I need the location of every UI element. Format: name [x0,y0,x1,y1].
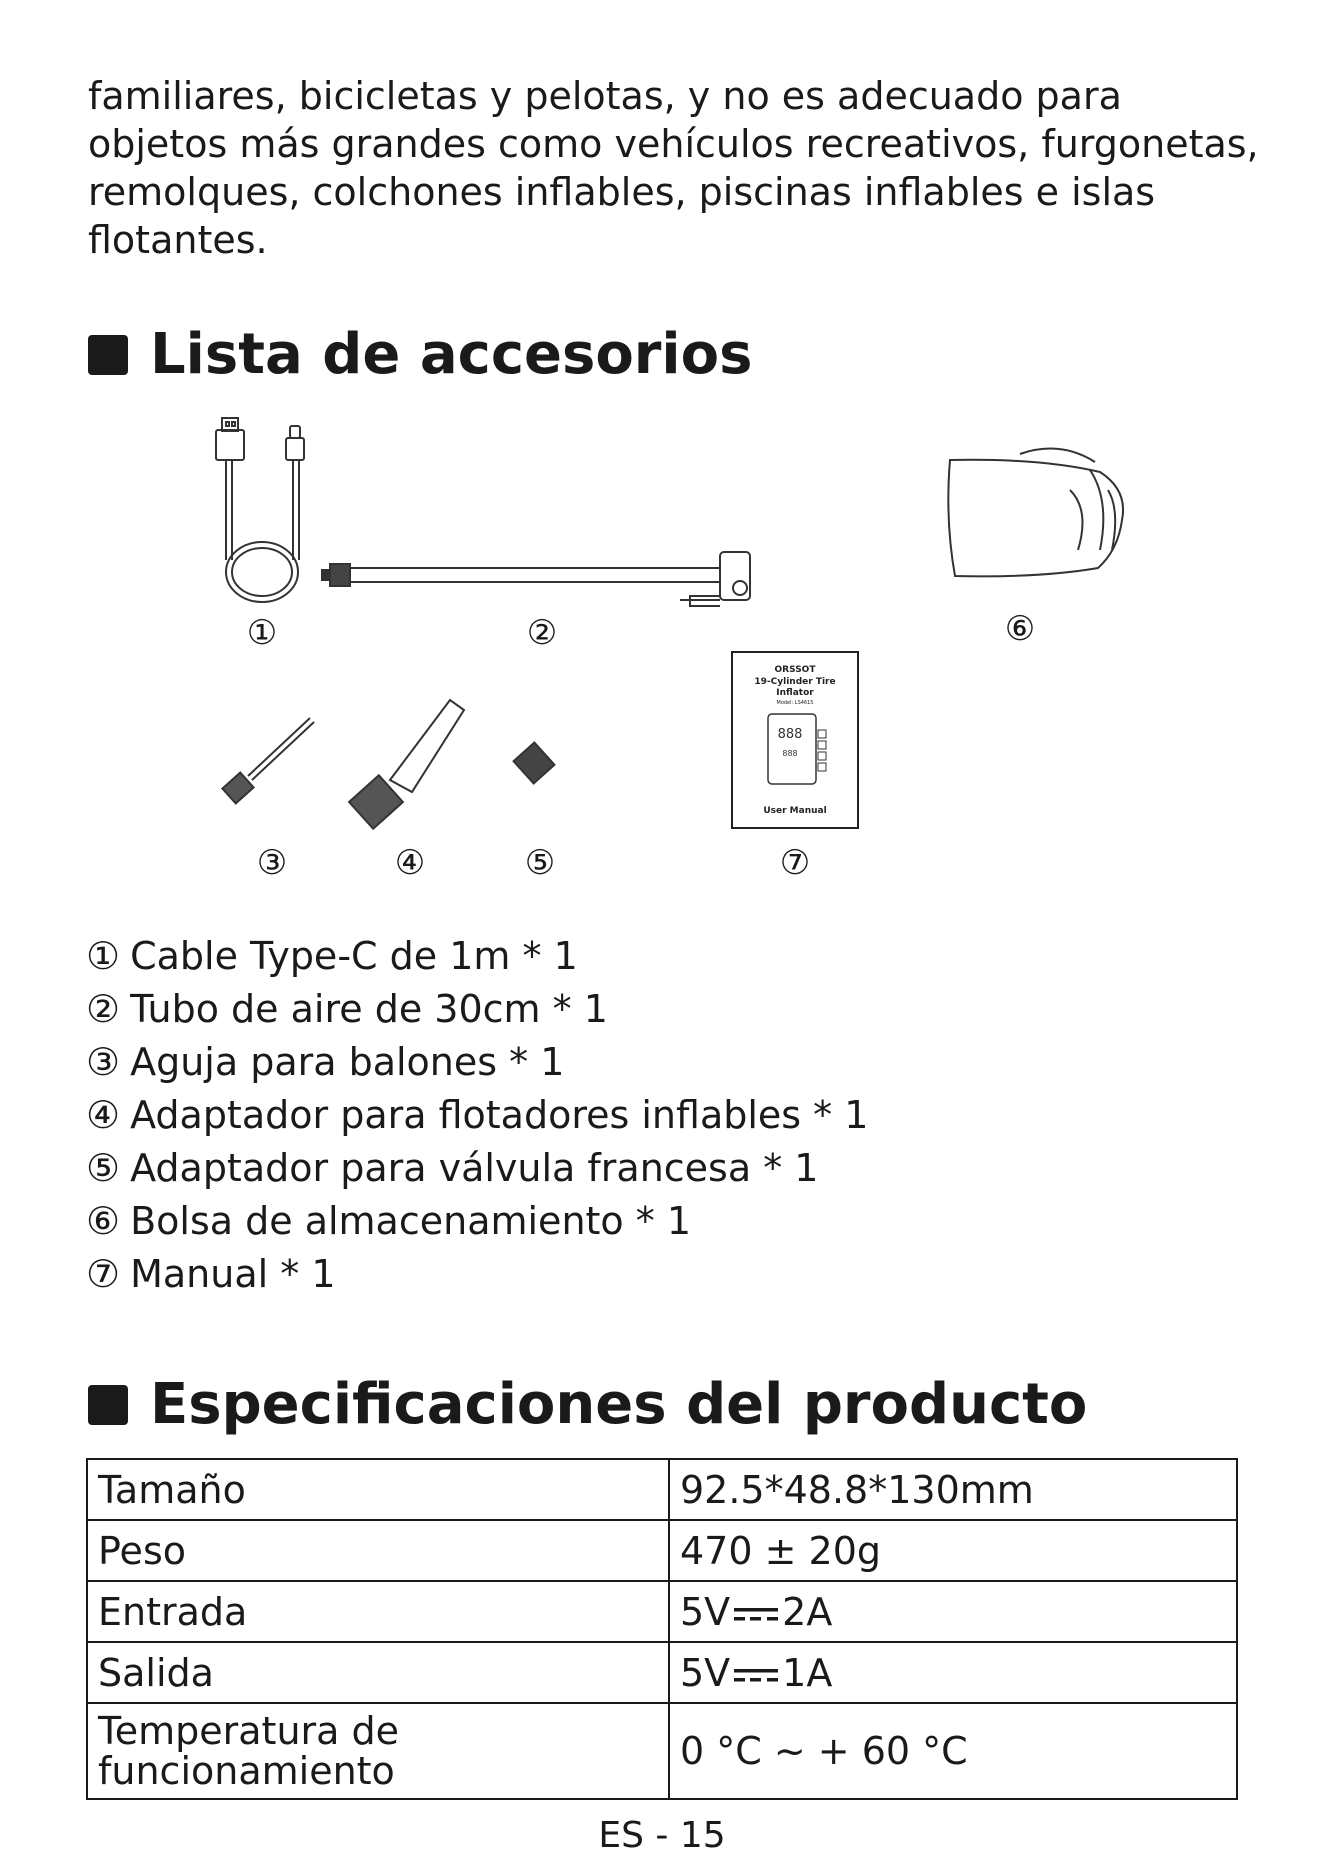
air-hose-icon [322,552,750,606]
spec-value [669,1642,1237,1703]
ball-needle-icon [222,718,314,803]
page-number: ES - 15 [598,1815,726,1856]
spec-value: 92.5*48.8*130mm [669,1459,1237,1520]
table-row [87,1703,1237,1799]
table-row [87,1581,1237,1642]
list-item [86,1248,868,1301]
spec-value-suffix: 2A [782,1589,833,1634]
accessories-drawing [0,400,1324,900]
list-item-text: Manual * 1 [130,1252,336,1296]
list-item [86,1142,868,1195]
list-item [86,930,868,983]
manual-display-bottom: 888 [782,749,798,758]
list-item-marker: ⑤ [86,1146,121,1190]
inflatable-adapter-icon [349,700,464,829]
marker-7: ⑦ [779,843,811,883]
user-manual-icon [732,652,858,828]
list-item-marker: ② [86,987,121,1031]
accessories-heading-text: Lista de accesorios [150,322,753,387]
manual-model: Model: LS4615 [776,700,814,706]
spec-label: Salida [87,1642,669,1703]
accessories-illustration [0,400,1324,900]
table-row [87,1642,1237,1703]
list-item-marker: ① [86,934,121,978]
list-item [86,1036,868,1089]
list-item-text: Tubo de aire de 30cm * 1 [130,987,608,1031]
spec-value: 470 ± 20g [669,1520,1237,1581]
spec-label-line: funcionamiento [98,1749,395,1793]
usb-cable-icon [216,418,304,602]
list-item [86,1195,868,1248]
list-item-text: Aguja para balones * 1 [130,1040,565,1084]
spec-value-suffix: 1A [782,1650,833,1695]
heading-bullet-icon [88,1385,128,1425]
spec-label [87,1703,669,1799]
manual-title-2: Inflator [776,688,814,698]
list-item-marker: ⑥ [86,1199,121,1243]
table-row [87,1520,1237,1581]
list-item-marker: ⑦ [86,1252,121,1296]
list-item-text: Adaptador para flotadores inflables * 1 [130,1093,869,1137]
marker-6: ⑥ [1004,609,1036,649]
table-row [87,1459,1237,1520]
heading-bullet-icon [88,335,128,375]
manual-footer: User Manual [763,806,827,816]
spec-label: Entrada [87,1581,669,1642]
intro-paragraph: familiares, bicicletas y pelotas, y no es adecuado para objetos más grandes como vehículos recreativos, furgonetas, remolques, colchones inflables, piscinas inflables e islas flotantes. [88,74,1259,262]
marker-5: ⑤ [524,843,556,883]
accessories-heading [88,322,752,388]
marker-4: ④ [394,843,426,883]
spec-label-line: Temperatura de [98,1709,400,1753]
spec-value-prefix: 5V [680,1589,731,1634]
marker-1: ① [246,613,278,653]
spec-value-prefix: 5V [680,1650,731,1695]
specs-table [86,1458,1238,1800]
list-item-text: Cable Type-C de 1m * 1 [130,934,578,978]
spec-label: Tamaño [87,1459,669,1520]
spec-value: 0 °C ~ + 60 °C [669,1703,1237,1799]
list-item [86,983,868,1036]
specs-heading-text: Especificaciones del producto [150,1372,1088,1437]
list-item-marker: ④ [86,1093,121,1137]
spec-value [669,1581,1237,1642]
marker-2: ② [526,613,558,653]
marker-3: ③ [256,843,288,883]
list-item-marker: ③ [86,1040,121,1084]
list-item [86,1089,868,1142]
dc-symbol-icon [732,1603,780,1625]
list-item-text: Adaptador para válvula francesa * 1 [130,1146,819,1190]
manual-title-1: 19-Cylinder Tire [754,677,836,687]
manual-display-top: 888 [777,727,803,742]
manual-brand: ORSSOT [774,665,816,675]
presta-adapter-icon [514,742,555,783]
list-item-text: Bolsa de almacenamiento * 1 [130,1199,692,1243]
accessories-list [86,930,868,1301]
storage-bag-icon [948,449,1123,577]
spec-label: Peso [87,1520,669,1581]
dc-symbol-icon [732,1664,780,1686]
specs-heading [88,1372,1087,1438]
